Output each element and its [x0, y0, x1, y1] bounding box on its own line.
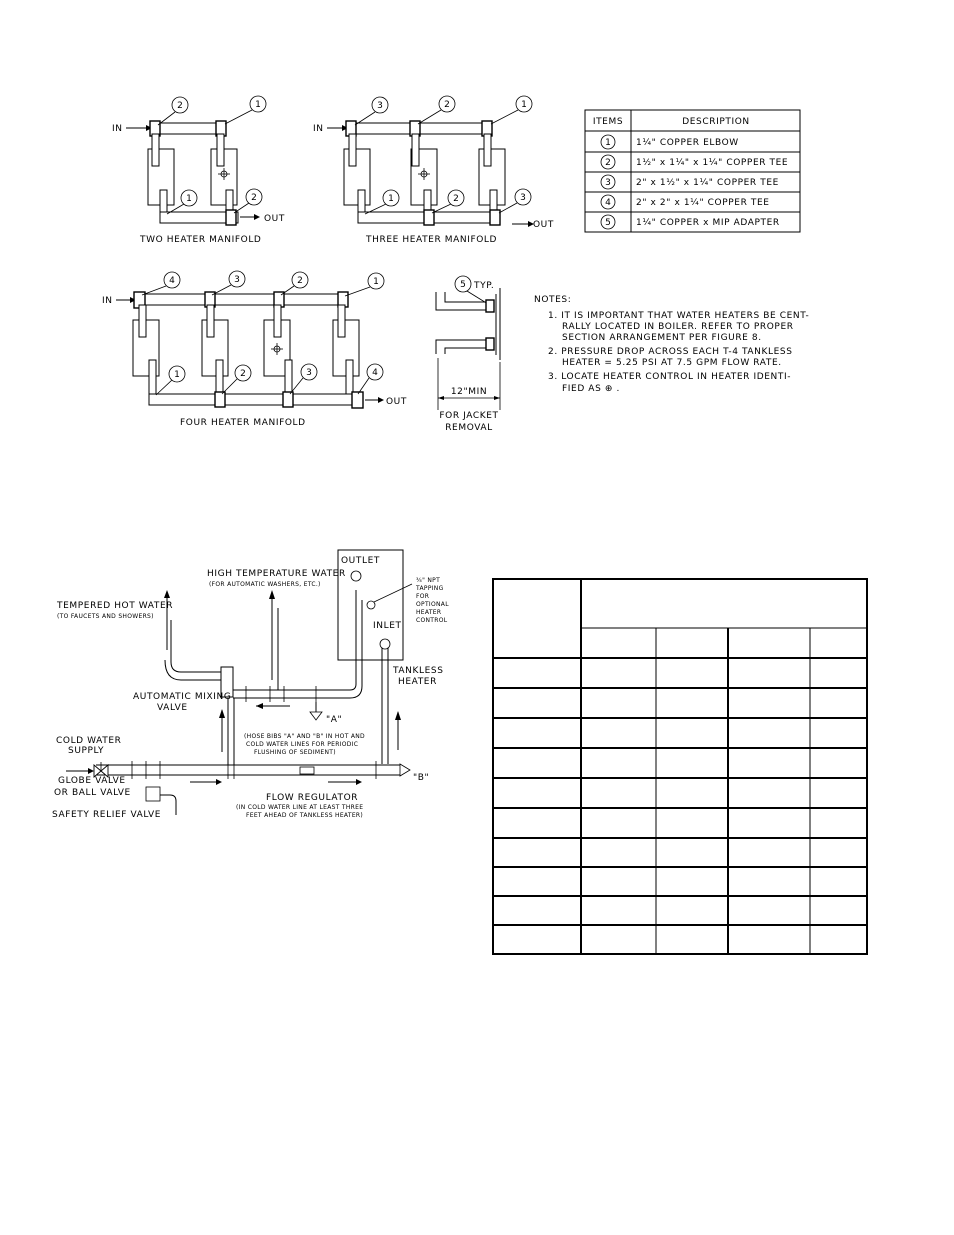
in-label: IN — [313, 124, 324, 134]
svg-text:2" x 2" x 1¼" COPPER TEE: 2" x 2" x 1¼" COPPER TEE — [636, 198, 770, 208]
three-heater-manifold — [313, 96, 554, 245]
cold-water-supply: SUPPLY — [68, 746, 105, 756]
cold-water-label: COLD WATER — [56, 736, 122, 746]
flow-regulator-note: FEET AHEAD OF TANKLESS HEATER) — [246, 812, 364, 819]
notes — [534, 295, 809, 394]
svg-text:5: 5 — [605, 218, 611, 228]
svg-text:1: 1 — [605, 138, 611, 148]
hose-note: COLD WATER LINES FOR PERIODIC — [246, 741, 359, 748]
hose-note: (HOSE BIBS "A" AND "B" IN HOT AND — [244, 733, 365, 740]
svg-text:1: 1 — [186, 194, 192, 204]
hose-note: FLUSHING OF SEDIMENT) — [254, 749, 336, 756]
svg-text:2: 2 — [240, 369, 246, 379]
svg-text:4: 4 — [372, 368, 378, 378]
tapping-line: ¾" NPT — [416, 577, 441, 584]
three-heater-title: THREE HEATER MANIFOLD — [366, 235, 498, 245]
svg-text:1: 1 — [373, 277, 379, 287]
svg-text:1¼" COPPER x MIP ADAPTER: 1¼" COPPER x MIP ADAPTER — [636, 218, 780, 228]
svg-text:4: 4 — [605, 198, 611, 208]
removal-label: REMOVAL — [445, 423, 493, 433]
svg-text:3: 3 — [306, 368, 312, 378]
out-label: OUT — [386, 397, 407, 407]
balloon-5 — [455, 276, 471, 292]
outlet-label: OUTLET — [341, 556, 380, 566]
svg-text:1: 1 — [521, 100, 527, 110]
in-label: IN — [102, 296, 113, 306]
balloon-2 — [234, 189, 262, 213]
clearance-label: 12"MIN — [450, 387, 488, 397]
svg-text:2: 2 — [177, 101, 183, 111]
description-header: DESCRIPTION — [682, 117, 750, 127]
tapping-line: FOR — [416, 593, 430, 600]
balloon-1 — [491, 96, 532, 124]
jacket-label: FOR JACKET — [439, 411, 499, 421]
balloon-4 — [142, 272, 180, 295]
balloon-4 — [358, 364, 383, 394]
balloon-3 — [499, 189, 531, 213]
typ-label: TYP. — [474, 281, 495, 291]
inlet-label: INLET — [373, 621, 402, 631]
svg-text:5: 5 — [460, 280, 466, 290]
svg-text:2" x 1½" x 1¼" COPPER TEE: 2" x 1½" x 1¼" COPPER TEE — [636, 178, 779, 188]
svg-text:3: 3 — [377, 101, 383, 111]
svg-text:2: 2 — [251, 193, 257, 203]
empty-rating-table — [493, 579, 867, 954]
ball-valve-label: OR BALL VALVE — [54, 788, 131, 798]
svg-text:1½" x 1¼" x 1¼" COPPER TEE: 1½" x 1¼" x 1¼" COPPER TEE — [636, 158, 789, 168]
globe-valve-label: GLOBE VALVE — [58, 776, 126, 786]
balloon-1 — [156, 366, 185, 395]
note-line: HEATER = 5.25 PSI AT 7.5 GPM FLOW RATE. — [562, 358, 782, 368]
four-heater-title: FOUR HEATER MANIFOLD — [180, 418, 306, 428]
tankless-label: TANKLESS — [393, 666, 444, 676]
mixing-valve-label: AUTOMATIC MIXING — [133, 692, 232, 702]
tapping-line: HEATER — [416, 609, 442, 616]
balloon-3 — [355, 97, 388, 125]
balloon-2 — [281, 272, 308, 295]
note-line: SECTION ARRANGEMENT PER FIGURE 8. — [562, 333, 762, 343]
table-row — [601, 135, 739, 149]
balloon-1 — [167, 190, 197, 214]
flow-regulator-label: FLOW REGULATOR — [266, 793, 359, 803]
note-line: 3. LOCATE HEATER CONTROL IN HEATER IDENTI- — [548, 372, 792, 382]
balloon-3 — [212, 271, 245, 295]
high-temp-label: HIGH TEMPERATURE WATER — [207, 569, 346, 579]
svg-text:2: 2 — [605, 158, 611, 168]
svg-text:3: 3 — [234, 275, 240, 285]
jacket-clearance-detail — [436, 276, 500, 433]
tapping-line: CONTROL — [416, 617, 448, 624]
balloon-1 — [225, 96, 266, 124]
notes-title: NOTES: — [534, 295, 572, 305]
svg-text:1: 1 — [255, 100, 261, 110]
balloon-1 — [345, 273, 384, 296]
two-heater-manifold — [112, 96, 285, 245]
svg-text:1: 1 — [388, 194, 394, 204]
svg-text:2: 2 — [444, 100, 450, 110]
hose-bib-b-label: "B" — [413, 773, 430, 783]
items-table — [585, 110, 800, 232]
safety-valve-label: SAFETY RELIEF VALVE — [52, 810, 162, 820]
hose-bib-a-label: "A" — [326, 715, 343, 725]
note-line: RALLY LOCATED IN BOILER. REFER TO PROPER — [562, 322, 794, 332]
svg-text:1¼" COPPER ELBOW: 1¼" COPPER ELBOW — [636, 138, 739, 148]
tapping-line: TAPPING — [416, 585, 444, 592]
in-label: IN — [112, 124, 123, 134]
svg-text:3: 3 — [520, 193, 526, 203]
piping-schematic — [52, 550, 449, 820]
high-temp-sub: (FOR AUTOMATIC WASHERS, ETC.) — [209, 581, 321, 588]
svg-text:3: 3 — [605, 178, 611, 188]
balloon-2 — [158, 97, 188, 125]
svg-text:2: 2 — [453, 194, 459, 204]
svg-text:4: 4 — [169, 276, 175, 286]
svg-text:2: 2 — [297, 276, 303, 286]
table-row — [601, 155, 788, 169]
tempered-label: TEMPERED HOT WATER — [57, 601, 174, 611]
items-header: ITEMS — [592, 117, 624, 127]
out-label: OUT — [533, 220, 554, 230]
note-line: 2. PRESSURE DROP ACROSS EACH T-4 TANKLESS — [548, 347, 793, 357]
out-label: OUT — [264, 214, 285, 224]
balloon-2 — [222, 365, 251, 394]
tempered-sub: (TO FAUCETS AND SHOWERS) — [57, 613, 154, 620]
balloon-3 — [290, 364, 317, 394]
four-heater-manifold — [102, 271, 407, 428]
table-row — [601, 175, 779, 189]
note-line: FIED AS ⊕ . — [562, 384, 620, 394]
two-heater-title: TWO HEATER MANIFOLD — [140, 235, 262, 245]
table-row — [601, 215, 780, 229]
table-row — [601, 195, 770, 209]
mixing-valve-label-2: VALVE — [157, 703, 188, 713]
heater-label: HEATER — [398, 677, 437, 687]
balloon-2 — [418, 96, 455, 124]
tapping-line: OPTIONAL — [416, 601, 449, 608]
note-line: 1. IT IS IMPORTANT THAT WATER HEATERS BE CENT- — [548, 311, 810, 321]
svg-text:1: 1 — [174, 370, 180, 380]
flow-regulator-note: (IN COLD WATER LINE AT LEAST THREE — [236, 804, 364, 811]
